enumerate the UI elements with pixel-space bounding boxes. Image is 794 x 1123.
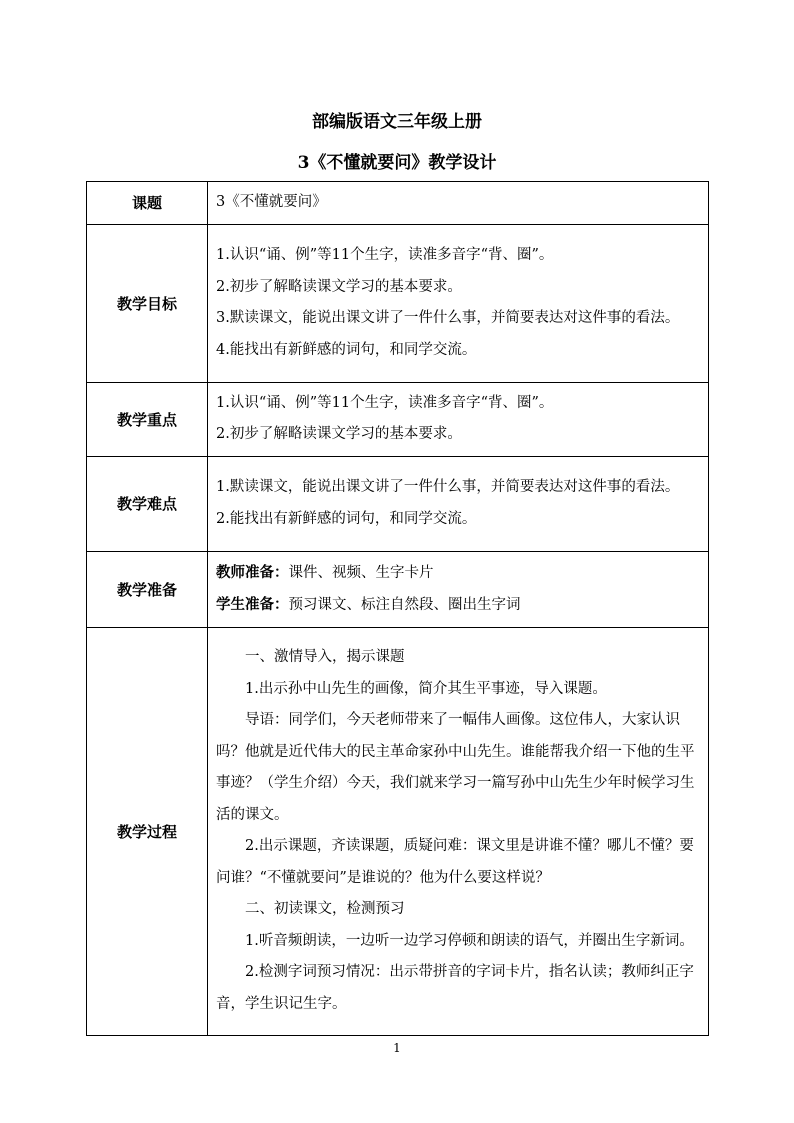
teacher-preparation-label: 教师准备： — [216, 563, 289, 581]
preparation-content — [208, 551, 709, 627]
process-paragraph: 一、激情导入，揭示课题 — [245, 649, 405, 665]
table-row-preparation — [87, 551, 709, 627]
process-paragraph: 1.听音频朗读，一边听一边学习停顿和朗读的语气，并圈出生字新词。 — [245, 932, 694, 949]
student-preparation-value: 预习课文、标注自然段、圈出生字词 — [288, 597, 521, 613]
goal-item: 4.能找出有新鲜感的词句，和同学交流。 — [216, 341, 477, 358]
process-content — [208, 627, 709, 1035]
table-row-difficulties — [87, 456, 709, 551]
table-row-topic — [87, 182, 709, 225]
topic-value — [208, 182, 709, 225]
key-point-item: 1.认识“诵、例”等11个生字，读准多音字“背、圈”。 — [216, 394, 554, 411]
process-paragraph: 2.出示课题，齐读课题，质疑问难：课文里是讲谁不懂？哪儿不懂？要问谁？“不懂就要问”是谁说的？他为什么要这样说？ — [216, 838, 694, 886]
topic-text: 3《不懂就要问》 — [216, 194, 327, 210]
goals-content — [208, 224, 709, 382]
document-subtitle: 3《不懂就要问》教学设计 — [297, 153, 497, 173]
row-label-topic: 课题 — [87, 182, 208, 225]
row-label-key-points: 教学重点 — [87, 382, 208, 456]
process-paragraph: 导语：同学们，今天老师带来了一幅伟人画像。这位伟人，大家认识吗？他就是近代伟大的民主革命家孙中山先生。谁能帮我介绍一下他的生平事迹？（学生介绍）今天，我们就来学习一篇写孙中山先生少年时候学习生活的课文。 — [216, 712, 695, 823]
table-row-key-points — [87, 382, 709, 456]
student-preparation-label: 学生准备： — [216, 596, 289, 613]
student-preparation — [216, 589, 699, 622]
table-row-process — [87, 627, 709, 1035]
process-paragraph: 2.检测字词预习情况：出示带拼音的字词卡片，指名认读；教师纠正字音，学生识记生字。 — [216, 964, 694, 1012]
teacher-preparation — [216, 557, 699, 590]
page-number: 1 — [393, 1041, 401, 1055]
process-paragraph: 1.出示孙中山先生的画像，简介其生平事迹，导入课题。 — [245, 680, 607, 697]
difficulty-item: 1.默读课文，能说出课文讲了一件什么事，并简要表达对这件事的看法。 — [216, 479, 680, 495]
difficulties-content — [208, 456, 709, 551]
key-point-item: 2.初步了解略读课文学习的基本要求。 — [216, 426, 462, 442]
teacher-preparation-value: 课件、视频、生字卡片 — [288, 564, 434, 581]
row-label-difficulties: 教学难点 — [87, 456, 208, 551]
process-paragraph: 二、初读课文，检测预习 — [245, 901, 405, 917]
key-points-content — [208, 382, 709, 456]
row-label-process: 教学过程 — [87, 627, 208, 1035]
lesson-plan-table — [86, 181, 709, 1036]
goal-item: 3.默读课文，能说出课文讲了一件什么事，并简要表达对这件事的看法。 — [216, 310, 680, 326]
goal-item: 1.认识“诵、例”等11个生字，读准多音字“背、圈”。 — [216, 247, 554, 263]
row-label-preparation: 教学准备 — [87, 551, 208, 627]
difficulty-item: 2.能找出有新鲜感的词句，和同学交流。 — [216, 510, 477, 527]
table-row-goals — [87, 224, 709, 382]
document-title: 部编版语文三年级上册 — [312, 112, 482, 132]
goal-item: 2.初步了解略读课文学习的基本要求。 — [216, 278, 462, 295]
row-label-goals: 教学目标 — [87, 224, 208, 382]
